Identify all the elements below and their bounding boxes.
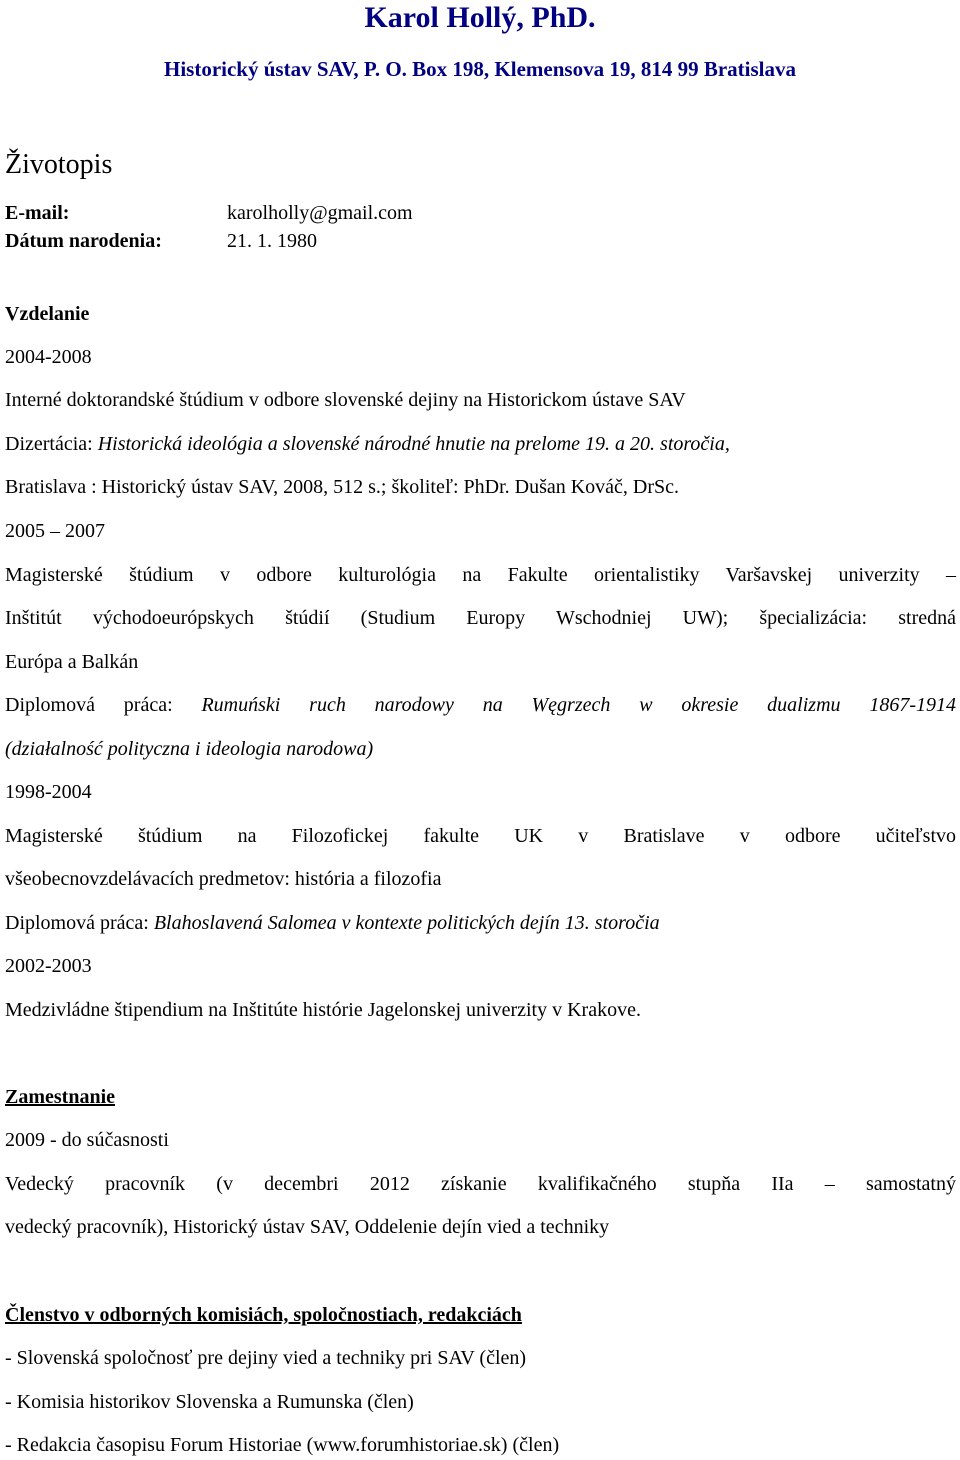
membership-item: - Slovenská spoločnosť pre dejiny vied a techniky pri SAV (člen) (5, 1347, 527, 1369)
employment-line-1: Vedecký pracovník (v decembri 2012 získanie kvalifikačného stupňa IIa – samostatný (5, 1173, 956, 1195)
dissertation-line (5, 432, 730, 456)
ma2-line-1: Magisterské štúdium na Filozofickej fakulte UK v Bratislave v odbore učiteľstvo (5, 825, 956, 847)
education-heading: Vzdelanie (5, 303, 90, 325)
membership-item: - Redakcia časopisu Forum Historiae (www.forumhistoriae.sk) (člen) (5, 1434, 560, 1456)
birth-value: 21. 1. 1980 (227, 230, 317, 252)
ma1-line-3: Európa a Balkán (5, 651, 139, 673)
ma2-thesis-prefix: Diplomová práca: (5, 912, 154, 934)
author-address: Historický ústav SAV, P. O. Box 198, Klemensova 19, 814 99 Bratislava (164, 57, 796, 81)
phd-description: Interné doktorandské štúdium v odbore slovenské dejiny na Historickom ústave SAV (5, 389, 686, 411)
phd-years: 2004-2008 (5, 346, 92, 368)
ma1-line-2: Inštitút východoeurópskych štúdií (Studium Europy Wschodniej UW); špecializácia: stredná (5, 607, 956, 629)
email-label: E-mail: (5, 202, 70, 224)
ma1-thesis-subtitle: (działalność polityczna i ideologia narodowa) (5, 738, 374, 760)
membership-item: - Komisia historikov Slovenska a Rumunska (člen) (5, 1391, 414, 1413)
dissertation-prefix: Dizertácia: (5, 433, 98, 455)
email-row (5, 201, 413, 225)
ma2-line-2: všeobecnovzdelávacích predmetov: história a filozofia (5, 868, 442, 890)
membership-heading: Členstvo v odborných komisiách, spoločnostiach, redakciách (5, 1304, 522, 1326)
employment-line-2: vedecký pracovník), Historický ústav SAV, Oddelenie dejín vied a techniky (5, 1216, 610, 1238)
employment-heading: Zamestnanie (5, 1086, 115, 1108)
ma1-thesis-prefix: Diplomová práca: (5, 694, 202, 716)
dissertation-details: Bratislava : Historický ústav SAV, 2008, 512 s.; školiteľ: PhDr. Dušan Kováč, DrSc. (5, 476, 680, 498)
employment-years: 2009 - do súčasnosti (5, 1129, 169, 1151)
author-name: Karol Hollý, PhD. (364, 1, 596, 34)
ma1-years: 2005 – 2007 (5, 520, 105, 542)
birth-label: Dátum narodenia: (5, 230, 162, 252)
scholarship-years: 2002-2003 (5, 955, 92, 977)
ma2-thesis-line (5, 911, 660, 935)
scholarship-description: Medzivládne štipendium na Inštitúte histórie Jagelonskej univerzity v Krakove. (5, 999, 641, 1021)
ma1-thesis-line (5, 693, 956, 717)
birth-row (5, 229, 317, 253)
ma2-years: 1998-2004 (5, 781, 92, 803)
ma1-line-1: Magisterské štúdium v odbore kulturológia na Fakulte orientalistiky Varšavskej univerzity – (5, 564, 956, 586)
cv-title: Životopis (5, 149, 113, 180)
ma1-thesis-title: Rumuński ruch narodowy na Węgrzech w okresie dualizmu 1867-1914 (201, 694, 956, 716)
ma2-thesis-title: Blahoslavená Salomea v kontexte politických dejín 13. storočia (153, 912, 660, 934)
email-value: karolholly@gmail.com (227, 202, 413, 224)
dissertation-title: Historická ideológia a slovenské národné hnutie na prelome 19. a 20. storočia, (97, 433, 730, 455)
